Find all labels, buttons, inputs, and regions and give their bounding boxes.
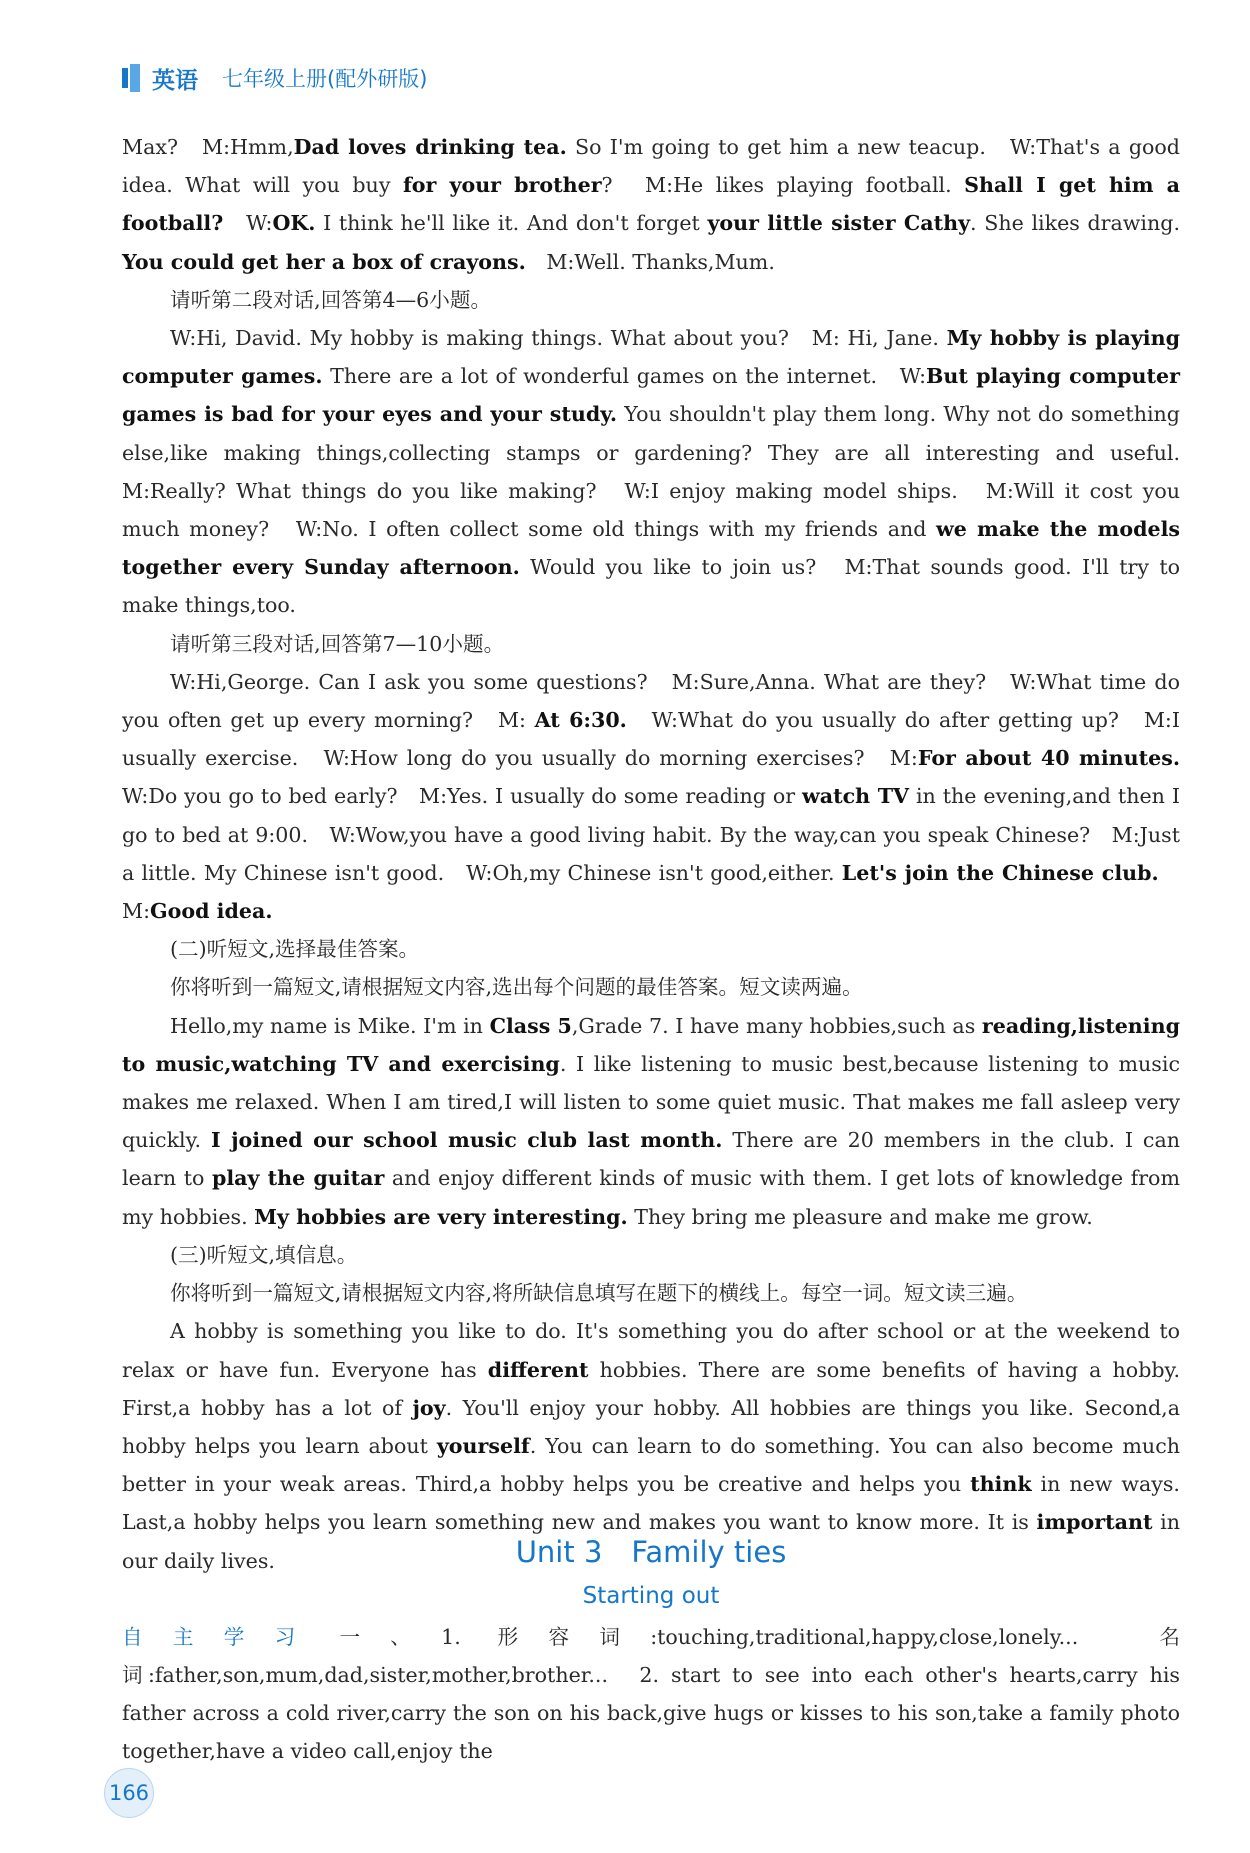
section-label: 自主学习 [122, 1625, 326, 1649]
bold-answer-text: My hobby is playing computer games. [122, 326, 1180, 389]
grade-label: 七年级上册(配外研版) [222, 67, 428, 91]
paragraph [122, 663, 1180, 930]
text-run: 你将听到一篇短文,请根据短文内容,将所缺信息填写在题下的横线上。每空一词。短文读三遍。 [170, 1281, 1028, 1306]
bold-answer-text: For about 40 minutes. [917, 746, 1180, 771]
text-run: W:Hi,George. Can I ask you some questions? M:Sure,Anna. What are they? W:What time do you often get up every morning? M: [122, 669, 1180, 733]
bold-answer-text: Class 5 [489, 1013, 572, 1038]
text-run: 请听第二段对话,回答第4—6小题。 [170, 287, 492, 312]
unit-subtitle: Starting out [582, 1583, 720, 1609]
text-run: . I like listening to music best,because listening to music makes me relaxed. When I am tired,I will listen to some quiet music. That makes me fall asleep very quickly. [122, 1051, 1180, 1153]
bold-answer-text: I joined our school music club last month. [210, 1128, 723, 1153]
unit-answer-body: 一、1. 形容词:touching,traditional,happy,close,lonely... 名词:father,son,mum,dad,sister,mother,brother... 2. start to see into each other's hearts,carry his father across a cold river,carry the son on his back,give hugs or kisses to his son,take a family photo together,have a video call,enjoy the [122, 1625, 1180, 1763]
text-run: 请听第三段对话,回答第7—10小题。 [170, 631, 505, 656]
text-run: M:Well. Thanks,Mum. [525, 249, 775, 274]
text-run: Hello,my name is Mike. I'm in [170, 1013, 490, 1038]
text-run: I think he'll like it. And don't forget [315, 211, 708, 236]
bold-answer-text: joy [412, 1395, 446, 1420]
bold-answer-text: for your brother [402, 173, 602, 198]
bold-answer-text: My hobbies are very interesting. [254, 1204, 628, 1229]
paragraph [122, 319, 1201, 625]
page-number: 166 [104, 1768, 154, 1818]
bold-answer-text: your little sister Cathy [707, 211, 971, 236]
paragraph [122, 281, 1180, 319]
text-run: in new ways. Last,a hobby helps you learn something new and makes you want to know more. It is [122, 1472, 1180, 1535]
text-run: in the evening,and then I go to bed at 9:00. W:Wow,you have a good living habit. By the way,can you speak Chinese? M:Just a little. My Chinese isn't good. W:Oh,my Chinese isn't good,either. [122, 784, 1180, 885]
text-run: There are a lot of wonderful games on the internet. W: [322, 364, 927, 389]
text-run: So I'm going to get him a new teacup. W:That's a good idea. What will you buy [122, 135, 1180, 198]
paragraph [122, 1236, 1180, 1274]
paragraph [122, 968, 1180, 1006]
unit-section [122, 1530, 1180, 1770]
bold-answer-text: watch TV [802, 784, 910, 809]
bold-answer-text: Shall I get him a football? [122, 173, 1180, 236]
bold-answer-text: we make the models together every Sunday afternoon. [122, 517, 1180, 580]
answer-text-body [122, 128, 1201, 1580]
paragraph [122, 128, 1180, 281]
paragraph [122, 1007, 1180, 1236]
text-run: W:What do you usually do after getting up? M:I usually exercise. W:How long do you usually do morning exercises? M: [122, 708, 1180, 771]
text-run: A hobby is something you like to do. It's something you do after school or at the weekend to relax or have fun. Everyone has [122, 1319, 1180, 1382]
text-run: Max? M:Hmm, [122, 135, 294, 159]
bold-answer-text: Let's join the Chinese club. [841, 860, 1159, 885]
paragraph [122, 625, 1180, 663]
text-run: hobbies. There are some benefits of having a hobby. First,a hobby has a lot of [122, 1357, 1180, 1420]
bold-answer-text: yourself [436, 1433, 530, 1458]
bold-answer-text: OK. [272, 211, 316, 236]
text-run: ? M:He likes playing football. [601, 173, 965, 198]
unit-answer-text [122, 1618, 1180, 1770]
text-run: M: [122, 860, 1180, 924]
text-run: W:Do you go to bed early? M:Yes. I usually do some reading or [122, 784, 803, 809]
text-run: W:Hi, David. My hobby is making things. What about you? M: Hi, Jane. [170, 326, 947, 351]
text-run: and enjoy different kinds of music with them. I get lots of knowledge from my hobbies. [122, 1166, 1180, 1229]
bold-answer-text: But playing computer games is bad for your eyes and your study. [122, 364, 1180, 427]
book-icon [122, 64, 144, 92]
text-run: W: [223, 211, 273, 236]
bold-answer-text: different [487, 1357, 589, 1382]
bold-answer-text: think [970, 1472, 1032, 1497]
bold-answer-text: Good idea. [150, 899, 273, 924]
text-run: (二)听短文,选择最佳答案。 [170, 937, 420, 962]
text-run: (三)听短文,填信息。 [170, 1242, 358, 1267]
paragraph [122, 930, 1180, 968]
page-header [122, 60, 427, 96]
subject-label: 英语 [152, 67, 198, 94]
text-run: There are 20 members in the club. I can learn to [122, 1128, 1181, 1191]
text-run: 你将听到一篇短文,请根据短文内容,选出每个问题的最佳答案。短文读两遍。 [170, 975, 863, 1000]
paragraph [122, 1274, 1180, 1312]
bold-answer-text: At 6:30. [534, 708, 627, 733]
unit-title: Unit 3 Family ties [515, 1535, 787, 1569]
text-run: You shouldn't play them long. Why not do something else,like making things,collecting stamps or gardening? They are all interesting and useful. M:Really? What things do you like making? W:I enjoy making model ships. M:Will it cost you much money? W:No. I often collect some old things with my friends and [122, 402, 1201, 542]
bold-answer-text: reading,listening to music,watching TV and exercising [122, 1013, 1180, 1076]
bold-answer-text: important [1036, 1510, 1153, 1535]
text-run: . You'll enjoy your hobby. All hobbies are things you like. Second,a hobby helps you learn about [122, 1395, 1180, 1458]
bold-answer-text: Dad loves drinking tea. [293, 135, 567, 159]
text-run: . You can learn to do something. You can also become much better in your weak areas. Third,a hobby helps you be creative and helps you [122, 1433, 1180, 1497]
text-run: They bring me pleasure and make me grow. [627, 1204, 1093, 1229]
bold-answer-text: You could get her a box of crayons. [122, 249, 526, 274]
text-run: . She likes drawing. [970, 211, 1181, 236]
text-run: in our daily lives. [122, 1510, 1180, 1573]
text-run: Would you like to join us? M:That sounds good. I'll try to make things,too. [122, 555, 1181, 618]
bold-answer-text: play the guitar [211, 1166, 385, 1191]
text-run: ,Grade 7. I have many hobbies,such as [571, 1013, 982, 1038]
